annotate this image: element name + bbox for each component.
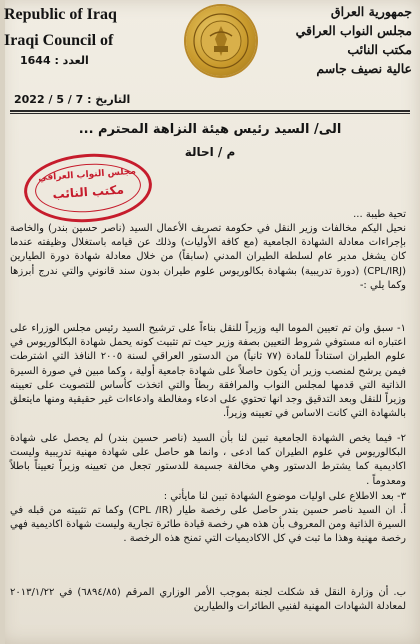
paragraph-intro xyxy=(10,222,406,293)
paragraph-point-1 xyxy=(10,322,406,421)
document-number: العدد : 1644 xyxy=(20,54,89,67)
paragraph-text: أ. ان السيد ناصر حسين بندر حاصل على رخصة طيار (CPL /IR) وكما تم تثبيته من قبله في السيرة الذاتية ومن المعروف بأن هذه هي رخصة قيادة طائرة تجارية وليست شهادة اكاديمية فهي رخصة مهنية وهذا ما ثبت في كل الاكاديميات التي تمنح هذه الرخصة . xyxy=(10,505,406,545)
paragraph-text: ب. أن وزارة النقل قد شكلت لجنة بموجب الأمر الوزاري المرقم (٦٨٩٤/٨٥) في ٢٠١٣/١/٢٢ لمعادلة الشهادات المهنية لفنيي الطائرات والطيارين xyxy=(10,587,407,613)
english-line-republic: Republic of Iraq xyxy=(4,6,117,23)
arabic-line-republic: جمهورية العراق xyxy=(330,4,412,19)
page-edge-shadow xyxy=(0,0,5,644)
document-date: التاريخ : 7 / 5 / 2022 xyxy=(14,93,131,106)
paragraph-text: ١- سبق وان تم تعيين الموما اليه وزيراً للنقل بناءاً على ترشيح السيد رئيس مجلس الوزراء على اعتباره انه مستوفي شروط التعيين بصفة وزير حيث تم تثبيت كونه يحمل شهادة البكالوريوس في علوم الطيران استناداً للمادة (٧٧ ثانياً) من الدستور العراقي لسنة ٢٠٠٥ النافذ التي اشترطت فيمن يرشح لمنصب وزير أن يكون حاصلاً على شهادة جامعية أولية ، وكما مبين في صورة السيرة الذاتية التي قدمها لمجلس النواب والمرافقة ربطاً والتي اتخذت كأساس للتصويت على تعيينه وزيراً للنقل وبعد التدقيق وجد انها تحتوي على ادعاء ومغالطة وادعاءات غير حقيقية ومنها مايتعلق بالشهادة التي كانت الاساس في تعيينه وزيراً. xyxy=(10,323,406,420)
seal-icon xyxy=(186,6,256,76)
greeting-text: تحية طيبة ... xyxy=(353,209,406,220)
subject-line: م / احالة xyxy=(184,145,236,159)
addressee: الى/ السيد رئيس هيئة النزاهة المحترم ... xyxy=(78,122,342,137)
parliament-seal-emblem xyxy=(186,6,256,76)
paragraph-text: ٢- فيما يخص الشهادة الجامعية تبين لنا بأن السيد (ناصر حسين بندر) لم يحصل على شهادة البكالوريوس في علوم الطيران كما ادعى ، وانما هو حاصل على شهادة مهنية تدريبية وليست اكاديمية كما يشترط الدستور وهي مخالفة جسيمة للدستور تجعل من تعيينه وزيراً تعييناً باطلاً ومعدوماً . xyxy=(10,433,406,487)
arabic-line-office: مكتب النائب xyxy=(347,42,412,57)
header-divider xyxy=(10,110,410,112)
header-divider-thin xyxy=(10,113,410,114)
arabic-line-member: عالية نصيف جاسم xyxy=(316,61,412,76)
paragraph-point-3 xyxy=(10,490,406,504)
paragraph-point-3b xyxy=(10,586,406,614)
greeting xyxy=(10,208,406,222)
arabic-letterhead xyxy=(296,2,412,78)
english-letterhead xyxy=(4,2,117,54)
english-line-council: Iraqi Council of xyxy=(4,32,114,49)
paragraph-text: نحيل اليكم مخالفات وزير النقل في حكومة تصريف الأعمال السيد (ناصر حسين بندر) والخاصة بإجراءات معادلة الشهادة الجامعية (مع كافة الأوليات) وذلك عن قيامه باستغلال وظيفته عندما كان يشغل مدير عام لسلطة الطيران المدني (سابقاً) من خلال معادلة شهادة دورة الطيارين (CPL/IRJ) (دورة تدريبية) بشهادة بكالوريوس علوم طيران بدون سند قانوني والتي ندرج أبرزها وكما يلي :- xyxy=(10,223,406,291)
paragraph-point-3a xyxy=(10,504,406,547)
arabic-line-council: مجلس النواب العراقي xyxy=(295,23,412,38)
stamp-text-office: مكتب النائب xyxy=(52,182,125,202)
stamp-text-council: مجلس النواب العراقي xyxy=(37,166,137,184)
paragraph-text: ٣- بعد الاطلاع على اوليات موضوع الشهادة تبين لنا مايأتي : xyxy=(163,491,406,502)
paragraph-point-2 xyxy=(10,432,406,489)
